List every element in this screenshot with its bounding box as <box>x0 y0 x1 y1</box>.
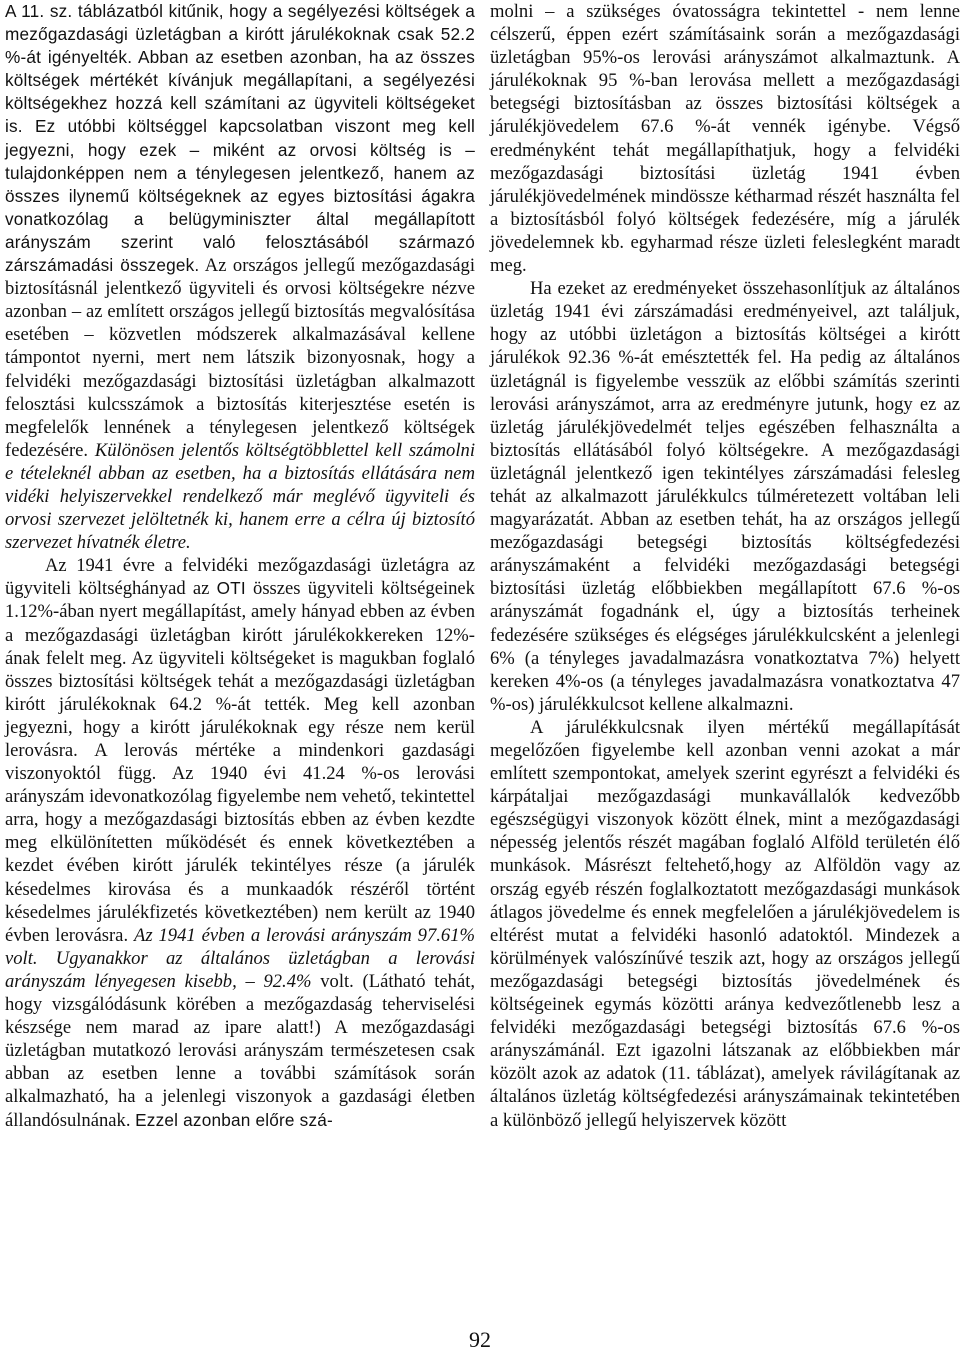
left-paragraph-1-sans-text: A 11. sz. táblázatból kitűnik, hogy a segélyezési költségek a mezőgazdasági üzletágban a kirótt járulékoknak csak 52.2 %-át igényelték. Abban az esetben azonban, ha az összes költségek mértékét kívánjuk megállapítani, a segélyezési költségekhez hozzá kell számítani az ügyviteli költségeket is. Ez utóbbi költséggel kapcsolatban viszont meg kell jegyezni, hogy ezek – miként az orvosi költség is – tulajdonképpen nem a ténylegesen jelentkező, hanem az összes ilynemű költségeknek az egyes biztosítási ágakra vonatkozólag a belügyminiszter által megállapított arányszám szerint való felosztásából származó zárszámadási összegek. <box>5 1 475 276</box>
left-paragraph-2-sans-end: Ezzel azonban előre szá- <box>135 1109 333 1130</box>
left-paragraph-1 <box>5 0 475 554</box>
left-paragraph-2-italic-text: Az 1941 évben a lerovási arányszám 97.61% volt. Ugyanakkor az általános üzletágban a lerovási arányszám lényegesen kisebb, – 92.4% <box>5 924 475 992</box>
left-paragraph-2-text-c: volt. (Látható tehát, hogy vizsgálódásunk körében a mezőgazdaság teherviselési készsége nem marad az ipare alatt!) A mezőgazdasági üzletágban mutatkozó lerovási arányszám természetesen csak abban az esetben lenne a további számítások során alkalmazható, ha a jelenlegi viszonyok a gazdasági életben állandósulnának. <box>5 970 476 1131</box>
left-paragraph-1-italic-text: Különösen jelentős költségtöbblettel kell számolni e tételeknél abban az esetben, ha a biztosítás ellátására nem vidéki helyiszervekkel rendelkező már meglévő ügyviteli és orvosi szervezet jelöltetnék ki, hanem erre a célra új biztosító szervezet hívatnék életre. <box>5 439 475 554</box>
right-paragraph-2: Ha ezeket az eredményeket összehasonlítjuk az általános üzletág 1941 évi zárszámadási eredményeivel, azt találjuk, hogy az utóbbi üzletágon a biztosítás költségei a kirótt járulékok 92.36 %-át emésztették fel. Ha pedig az általános üzletágnál is figyelembe vesszük az előbbi számítás szerinti lerovási arányszámot, arra az eredményre jutunk, hogy ez az üzletág járulékjövedelmét teljes egészében felhasználta a biztosítás ellátásából folyó költségekre. A mezőgazdasági üzletágnál jelentkező igen tekintélyes zárszámadási felesleg tehát az alkalmazott járulékkulcs túlméretezett voltában leli magyarázatát. Abban az esetben tehát, ha az országos jellegű mezőgazdasági betegségi biztosítás költségfedezési arányszámaként a felvidéki mezőgazdasági betegségi biztosítási üzletág előbbiekben megállapított 67.6 %-os arányszámát fogadnánk el, úgy a biztosítás terheinek fedezésére szükséges és elégséges járulékkulcsként a jelenlegi 6% (a tényleges javadalmazásra vonatkoztatva 7%) helyett kereken 4%-os (a tényleges javadalmazásra vonatkoztatva 47 %-os) járulékkulcsot kellene alkalmazni. <box>490 278 960 715</box>
left-paragraph-1-serif-text: Az országos jellegű mezőgazdasági biztosításnál jelentkező ügyviteli és orvosi költségekre nézve azonban – az említett országos jellegű biztosítás megvalósítása esetében – közvetlen módszerek alkalmazásával kellene támpontot nyerni, mert nem látszik bizonyosnak, hogy a felvidéki mezőgazdasági biztosítási üzletágban alkalmazott felosztási kulcsszámok a biztosítás kiterjesztése esetén is megfelelők lennének a ténylegesen jelentkező költségek fedezésére. <box>5 255 476 461</box>
page-number: 92 <box>469 1327 491 1352</box>
right-paragraph-1: molni – a szükséges óvatosságra tekintettel - nem lenne célszerű, éppen ezért számításaink során a mezőgazdasági üzletágban 95%-os lerovási arányszámot alkalmaztunk. A járulékoknak 95 %-ban lerovása mellett a mezőgazdasági betegségi biztosításban az összes biztosítási költségek a járulékjövedelem 67.6 %-át vennék igénybe. Végső eredményként tehát megállapíthatjuk, hogy a felvidéki mezőgazdasági biztosítási üzletág 1941 évben járulékjövedelmének mindössze kétharmad részét használta fel a biztosításból folyó költségek fedezésére, míg a járulék jövedelemnek kb. egyharmad része üzleti feleslegként maradt meg. <box>490 1 960 277</box>
left-column <box>5 0 475 1132</box>
oti-abbreviation: OTI <box>216 578 246 599</box>
left-paragraph-2 <box>5 554 475 1131</box>
left-paragraph-2-text-a: Az 1941 évre a felvidéki mezőgazdasági üzletágra az ügyviteli költséghányad az <box>5 555 475 600</box>
right-paragraph-3: A járulékkulcsnak ilyen mértékű megállapítását megelőzően figyelembe kell azonban venni azokat a már említett szempontokat, amelyek szerint egyrészt a felvidéki és kárpátaljai mezőgazdasági munkavállalók kedvezőbb egészségügyi viszonyok között élnek, mint a mezőgazdasági népesség jelentős részét magában foglaló Alföld területén élő munkások. Másrészt feltehető,hogy az Alföldön vagy az ország egyéb részén foglalkoztatott mezőgazdasági munkások átlagos jövedelme és ennek megfelelően a járulékjövedelem is eltérést mutat a felvidéki hasonló adatoktól. Mindezek a körülmények valószínűvé teszik azt, hogy az országos jellegű mezőgazdasági betegségi biztosítás jövedelmének és költségeinek egymás közötti aránya kedvezőtlenebb lesz a felvidéki mezőgazdasági betegségi biztosítás 67.6 %-os arányszámánál. Ezt igazolni látszanak az előbbiekben már közölt azok az adatok (11. táblázat), amelyek rávilágítanak az általános üzletág költségfedezési arányszámainak tekintetében a különböző jellegű helyiszervek között <box>490 716 960 1131</box>
left-paragraph-2-text-b: összes ügyviteli költségeinek 1.12%-ában nyert megállapítást, amely hányad ebben az évben a mezőgazdasági üzletágban kirótt járulékokkereken 12%-ának felelt meg. Az ügyviteli költségeket is magukban foglaló összes biztosítási költségek tehát a mezőgazdasági üzletágban kirótt járulékoknak 64.2 %-át tették. Meg kell azonban jegyezni, hogy a kirótt járulékoknak egy része nem kerül lerovásra. A lerovás mértéke a mindenkori gazdasági viszonyoktól függ. Az 1940 évi 41.24 %-os lerovási arányszám idevonatkozólag figyelembe nem vehető, tekintettel arra, hogy a mezőgazdasági biztosítás ebben az évben kezdte meg elkülönítetten működését és ennek következtében a kezdet évében kirótt járulék tekintélyes része (a járulék késedelmes kirovása és a munkaadók részéről történt késedelmes járulékfizetés következtében) nem került az 1940 évben lerovásra. <box>5 578 475 946</box>
right-column <box>490 0 960 1132</box>
